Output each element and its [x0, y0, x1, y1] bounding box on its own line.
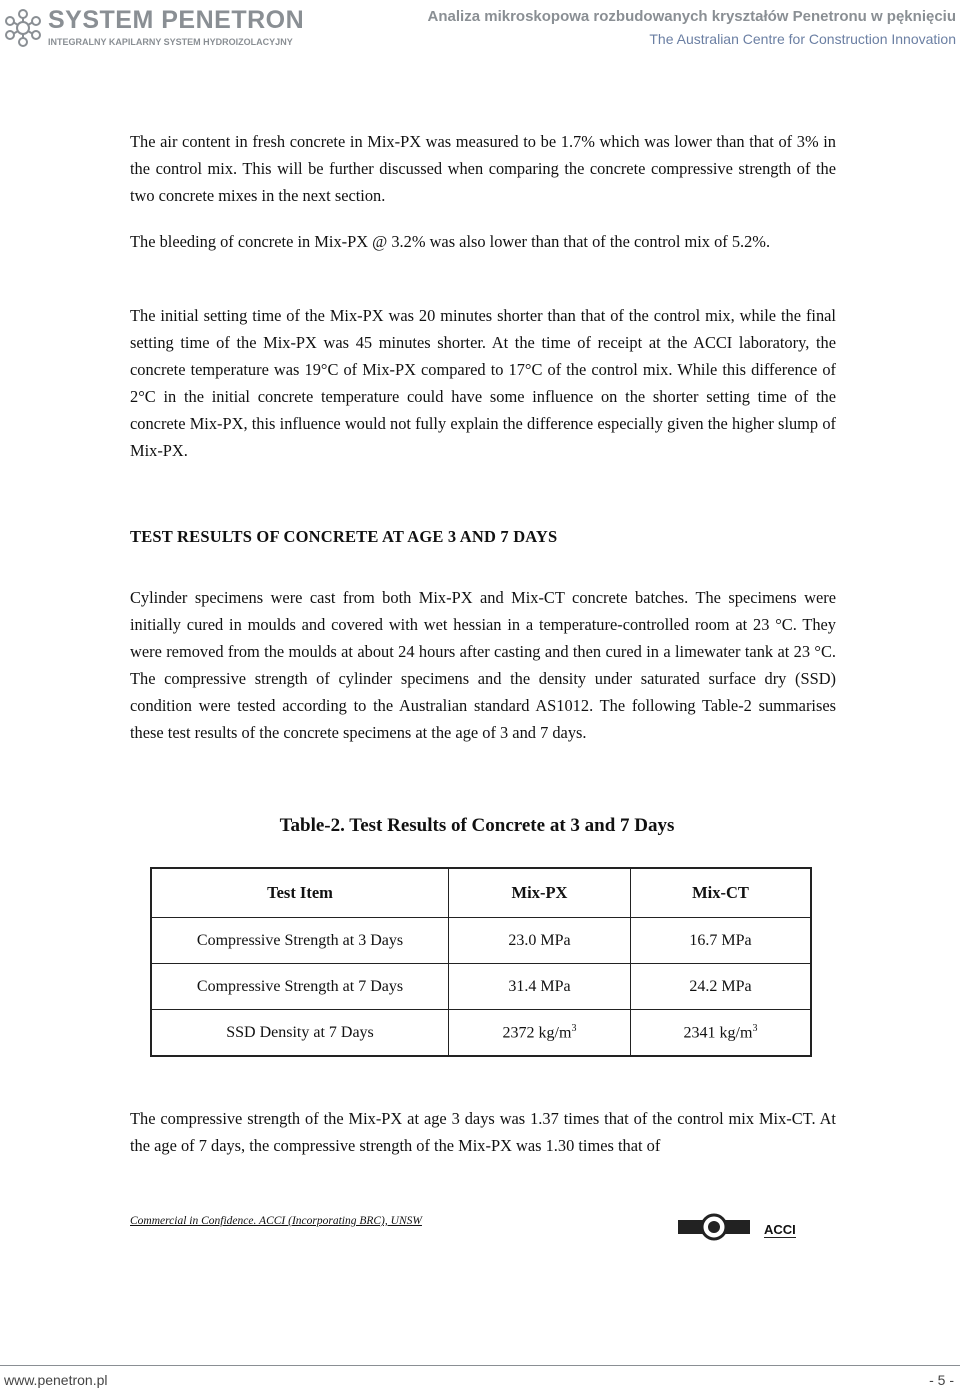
website-link[interactable]: www.penetron.pl	[4, 1372, 108, 1388]
paragraph-bleeding: The bleeding of concrete in Mix-PX @ 3.2% was also lower than that of the control mix of 5.2%.	[130, 232, 771, 251]
cell-test-item: Compressive Strength at 3 Days	[151, 918, 449, 964]
cell-mix-px: 23.0 MPa	[449, 918, 631, 964]
results-table	[150, 867, 812, 1057]
table-row	[151, 964, 811, 1010]
section-heading: TEST RESULTS OF CONCRETE AT AGE 3 AND 7 DAYS	[130, 527, 558, 546]
paragraph-test-method: Cylinder specimens were cast from both Mix-PX and Mix-CT concrete batches. The specimens were initially cured in moulds and covered with wet hessian in a temperature-controlled room at 23 °C. They were removed from the moulds at about 24 hours after casting and then cured in a limewater tank at 23 °C. The compressive strength of cylinder specimens and the density under saturated surface dry (SSD) condition were tested according to the Australian standard AS1012. The following Table-2 summarises these test results of the concrete specimens at the age of 3 and 7 days.	[130, 588, 836, 742]
organization-name: The Australian Centre for Construction Innovation	[649, 31, 956, 47]
column-header-test-item: Test Item	[151, 868, 449, 918]
acci-logo-text: ACCI	[764, 1222, 796, 1237]
cell-test-item: SSD Density at 7 Days	[151, 1010, 449, 1057]
cell-mix-px: 31.4 MPa	[449, 964, 631, 1010]
cell-mix-ct: 2341 $kg/m^3$	[631, 1010, 812, 1057]
table-caption: Table-2. Test Results of Concrete at 3 and 7 Days	[279, 815, 675, 836]
paragraph-setting-time: The initial setting time of the Mix-PX was 20 minutes shorter than that of the control mix, while the final setting time of the Mix-PX was 45 minutes shorter. At the time of receipt at the ACCI laboratory, the concrete temperature was 19°C of Mix-PX compared to 17°C of the control mix. While this difference of 2°C in the initial concrete temperature could have some influence on the shorter setting time of the concrete Mix-PX, this influence would not fully explain the difference especially given the higher slump of Mix-PX.	[130, 306, 836, 460]
penetron-logo-icon	[4, 6, 42, 50]
paragraph-air-content: The air content in fresh concrete in Mix-PX was measured to be 1.7% which was lower than that of 3% in the control mix. This will be further discussed when comparing the concrete compressive strength of the two concrete mixes in the next section.	[130, 132, 836, 205]
paragraph-strength-comparison: The compressive strength of the Mix-PX at age 3 days was 1.37 times that of the control mix Mix-CT. At the age of 7 days, the compressive strength of the Mix-PX was 1.30 times that of	[130, 1109, 836, 1155]
document-title: Analiza mikroskopowa rozbudowanych kryształów Penetronu w pęknięciu	[427, 8, 956, 25]
table-row	[151, 1010, 811, 1057]
page-header	[0, 0, 960, 58]
cell-mix-ct: 16.7 MPa	[631, 918, 812, 964]
page-number: - 5 -	[929, 1372, 954, 1388]
confidentiality-notice: Commercial in Confidence. ACCI (Incorporating BRC), UNSW	[130, 1215, 422, 1227]
brand-title: SYSTEM PENETRON	[48, 6, 305, 34]
column-header-mix-px: Mix-PX	[449, 868, 631, 918]
cell-test-item: Compressive Strength at 7 Days	[151, 964, 449, 1010]
table-header-row	[151, 868, 811, 918]
column-header-mix-ct: Mix-CT	[631, 868, 812, 918]
unisearch-logo-icon	[678, 1210, 823, 1244]
footer-divider	[0, 1365, 960, 1366]
cell-mix-ct: 24.2 MPa	[631, 964, 812, 1010]
brand-subtitle: INTEGRALNY KAPILARNY SYSTEM HYDROIZOLACYJNY	[48, 37, 293, 47]
table-row	[151, 918, 811, 964]
cell-mix-px: 2372 $kg/m^3$	[449, 1010, 631, 1057]
